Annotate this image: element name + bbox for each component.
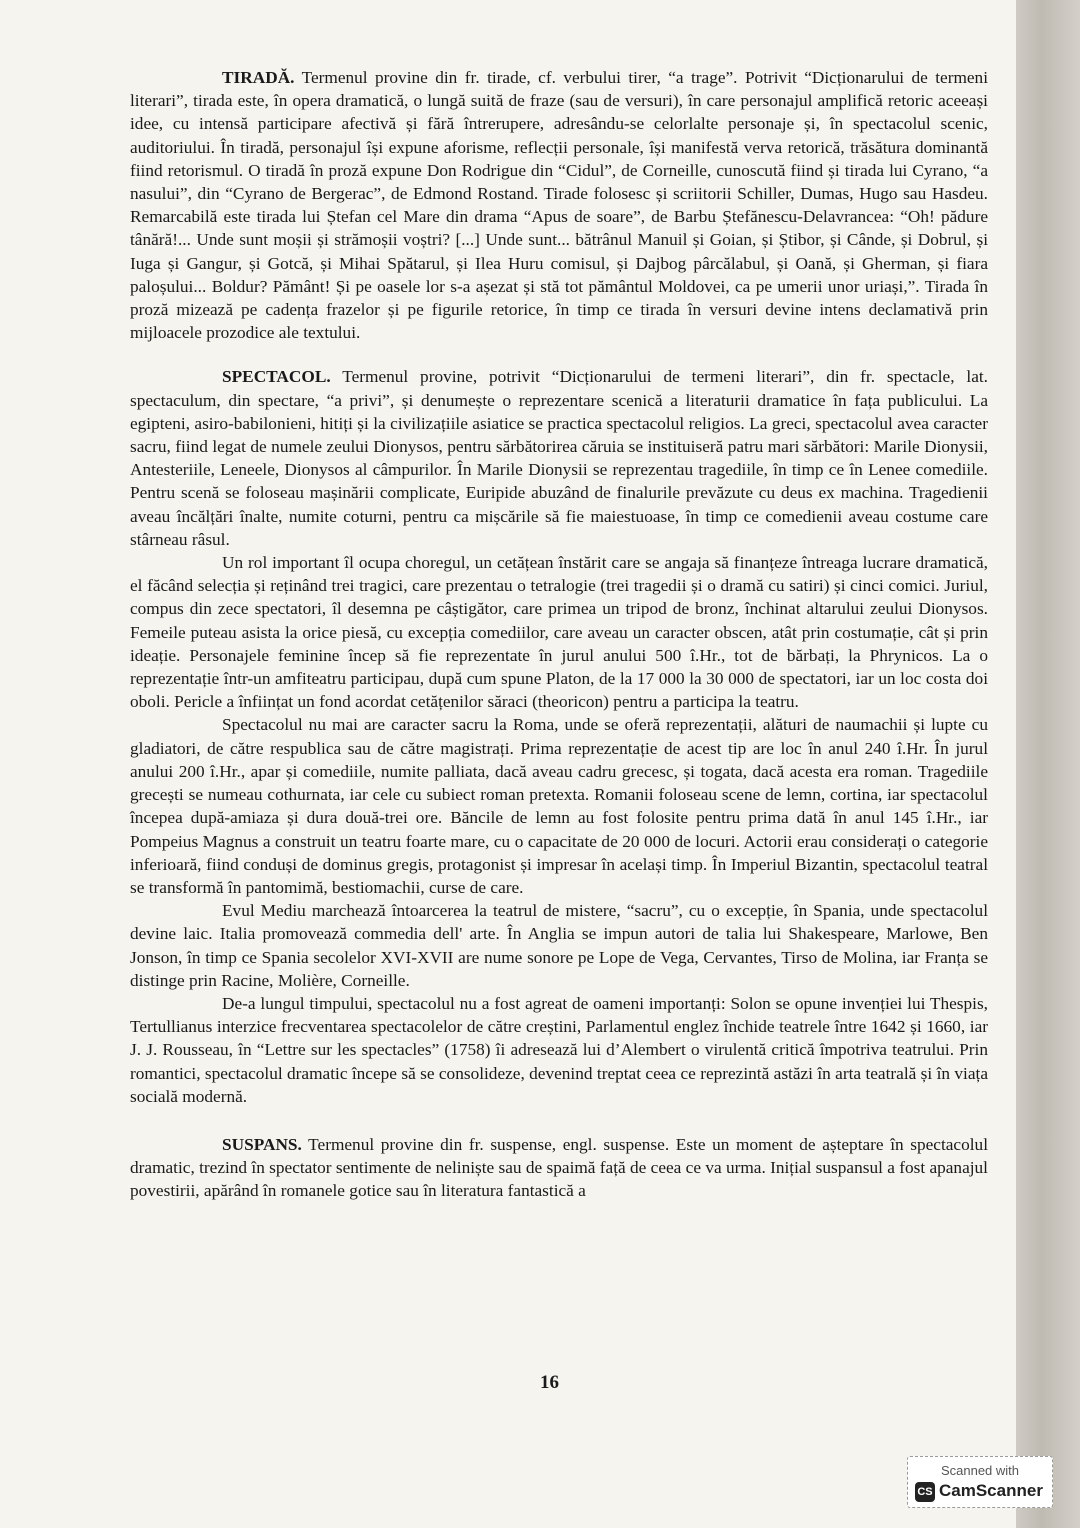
paragraph-de-a-lungul <box>130 992 988 1108</box>
paragraph-text: Termenul provine din fr. suspense, engl. suspense. Este un moment de așteptare în spectacolul dramatic, trezind în spectator sentimente de neliniște sau de spaimă față de ceea ce va urma. Inițial suspansul a fost apanajul povestirii, apărând în romanele gotice sau în literatura fantastică a <box>130 1134 988 1201</box>
paragraph-spectacol <box>130 365 988 551</box>
paragraph-text: Un rol important îl ocupa choregul, un cetățean înstărit care se angaja să finanțeze întreaga lucrare dramatică, el făcând selecția și reținând trei tragici, care prezentau o tetralogie (trei tragedii și o dramă cu satiri) și cinci comici. Juriul, compus din zece spectatori, îl desemna pe câștigător, care primea un tripod de bronz, închinat altarului zeului Dionysos. Femeile puteau asista la orice piesă, cu excepția comediilor, care aveau un caracter obscen, atât prin costumație, cât și prin ideație. Personajele feminine încep să fie reprezentate în jurul anului 500 î.Hr., tot de bărbați, la Phrynicos. La o reprezentație într-un amfiteatru participau, după cum spune Platon, de la 17 000 la 30 000 de spectatori, iar un loc costa doi oboli. Pericle a înființat un fond acordat cetățenilor săraci (theoricon) pentru a participa la teatru. <box>130 553 988 712</box>
page-number: 16 <box>540 1372 559 1393</box>
paragraph-roma <box>130 713 988 899</box>
paragraph-tirada <box>130 66 988 344</box>
paragraph-evul-mediu <box>130 899 988 992</box>
paragraph-suspans <box>130 1133 988 1203</box>
paragraph-choreg <box>130 551 988 713</box>
camscanner-logo-icon: CS <box>915 1482 935 1502</box>
paragraph-text: De-a lungul timpului, spectacolul nu a fost agreat de oameni importanți: Solon se opune invenției lui Thespis, Tertullianus interzice frecventarea spectacolelor de către creștini, Parlamentul englez închide teatrele între 1642 și 1660, iar J. J. Rousseau, în “Lettre sur les spectacles” (1758) îi adresează lui d’Alembert o virulentă critică împotriva teatrului. Prin romantici, spectacolul dramatic începe să se consolideze, devenind treptat ceea ce reprezintă astăzi în arta teatrală și în viața socială modernă. <box>130 993 988 1106</box>
paragraph-text: Spectacolul nu mai are caracter sacru la Roma, unde se oferă reprezentații, alături de naumachii și lupte cu gladiatori, de către respublica sau de către magistrați. Prima reprezentație de acest tip are loc în anul 240 î.Hr. În jurul anului 200 î.Hr., apar și comediile, numite palliata, dacă aveau cadru grecesc, și togata, dacă acesta era roman. Tragediile grecești se numeau cothurnata, iar cele cu subiect roman pretexta. Romanii foloseau scene de lemn, cortina, iar spectacolul începea după-amiaza și dura două-trei ore. Băncile de lemn au fost folosite pentru prima dată în anul 145 î.Hr., iar Pompeius Magnus a construit un teatru foarte mare, cu o capacitate de 20 000 de locuri. Actorii erau considerați o categorie inferioară, fiind conduși de dominus gregis, protagonist și impresar în același timp. În Imperiul Bizantin, spectacolul teatral se transformă în pantomimă, bestiomachii, curse de care. <box>130 715 988 897</box>
term-heading: SPECTACOL. <box>222 367 331 387</box>
term-heading: SUSPANS. <box>222 1134 302 1154</box>
camscanner-watermark <box>907 1456 1053 1508</box>
watermark-brand: CamScanner <box>939 1481 1043 1500</box>
watermark-caption: Scanned with <box>940 1463 1020 1478</box>
paragraph-text: Termenul provine din fr. tirade, cf. verbului tirer, “a trage”. Potrivit “Dicționarului de termeni literari”, tirada este, în opera dramatică, o lungă suită de fraze (sau de versuri), în care personajul amplifică retoric aceeași idee, cu intensă participare afectivă și fără întrerupere, adresându-se celorlalte personaje și, în spectacolul scenic, auditoriului. În tiradă, personajul își expune aforisme, reflecții personale, își manifestă verva retorică, trăsătura dominantă fiind retorismul. O tiradă în proză expune Don Rodrigue din “Cidul”, de Corneille, cunoscută fiind și tirada lui Cyrano, “a nasului”, din “Cyrano de Bergerac”, de Edmond Rostand. Tirade folosesc și scriitorii Schiller, Dumas, Hugo sau Hasdeu. Remarcabilă este tirada lui Ștefan cel Mare din drama “Apus de soare”, de Barbu Ștefănescu-Delavrancea: “Oh! pădure tânără!... Unde sunt moșii și strămoșii voștri? [...] Unde sunt... bătrânul Manuil și Goian, și Știbor, și Cânde, și Dobrul, și Iuga și Gangur, și Gotcă, și Mihai Spătarul, și Ilea Huru comisul, și Dajbog pârcălabul, și Oană, și Gherman, și fiara paloșului... Boldur? Pământ! Și pe oasele lor s-a așezat și stă tot pământul Moldovei, ca pe umerii unor uriași,”. Tirada în proză mizează pe cadența frazelor și pe figurile retorice, în timp ce tirada în versuri devine intens declamativă prin mijloacele prozodice ale textului. <box>130 68 988 343</box>
page-body <box>130 66 988 1203</box>
term-heading: TIRADĂ. <box>222 68 295 87</box>
page-edge-shadow <box>1016 0 1080 1528</box>
paragraph-text: Evul Mediu marchează întoarcerea la teatrul de mistere, “sacru”, cu o excepție, în Spania, unde spectacolul devine laic. Italia promovează commedia dell' arte. În Anglia se impun autori de talia lui Shakespeare, Marlowe, Ben Jonson, în timp ce Spania secolelor XVI-XVII are nume sonore pe Lope de Vega, Cervantes, Tirso de Molina, iar Franța se distinge prin Racine, Molière, Corneille. <box>130 901 988 990</box>
paragraph-text: Termenul provine, potrivit “Dicționarului de termeni literari”, din fr. spectacle, lat. spectaculum, din spectare, “a privi”, și denumește o reprezentare scenică a literaturii dramatice în fața publicului. La egipteni, asiro-babilonieni, hitiți și la civilizațiile asiatice se practica spectacolul religios. La greci, spectacolul avea caracter sacru, fiind legat de numele zeului Dionysos, pentru sărbătorirea căruia se instituiseră patru mari sărbători: Marile Dionysii, Antesteriile, Leneele, Dionysos al câmpurilor. În Marile Dionysii se reprezentau tragediile, în timp ce în Lenee comediile. Pentru scenă se foloseau mașinării complicate, Euripide abuzând de finalurile prevăzute cu deus ex machina. Tragedienii aveau încălțări înalte, numite coturni, pentru ca mișcările să fie maiestuoase, în timp ce comedienii aveau costume care stârneau râsul. <box>130 367 988 549</box>
